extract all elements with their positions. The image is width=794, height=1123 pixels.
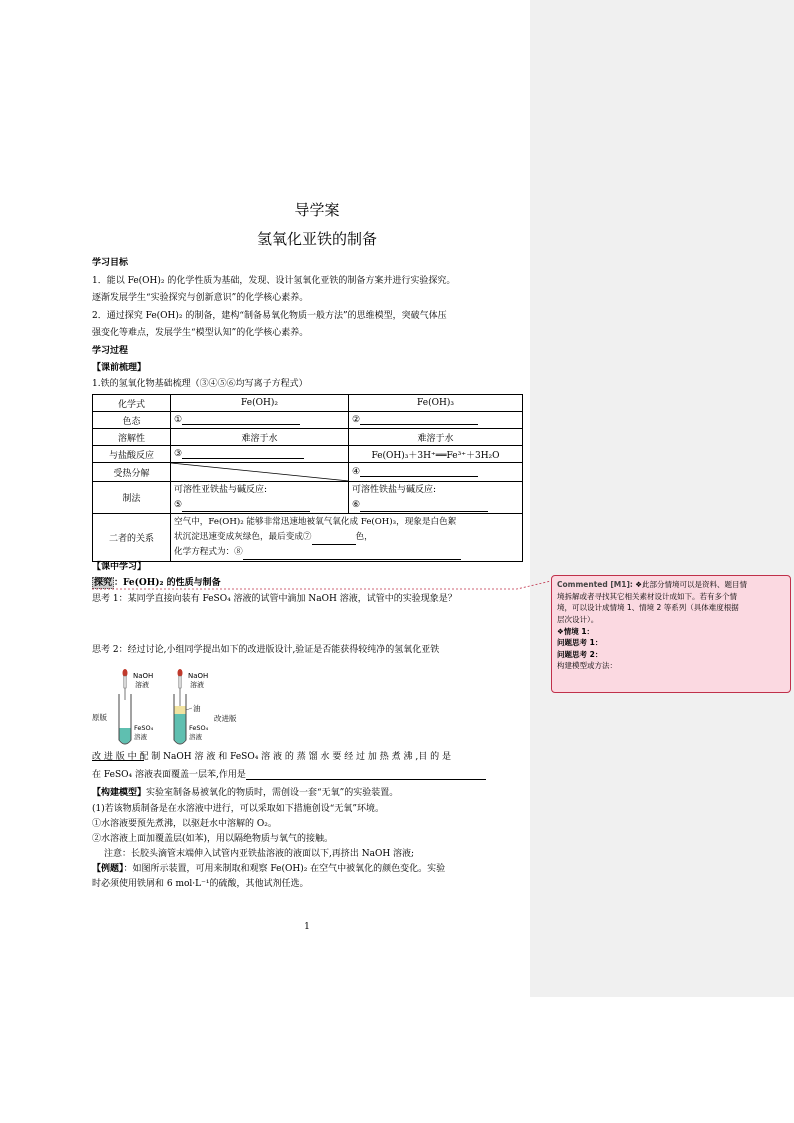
answer-blank-3[interactable] <box>171 446 349 463</box>
oil-label: 油 <box>193 704 201 713</box>
diagonal-cell <box>171 463 349 482</box>
original-label: 原版 <box>92 713 107 722</box>
comment-line-1: ❖此部分情境可以是资料、题目情 <box>635 580 748 589</box>
relation-line-3: 化学方程式为：⑧ <box>174 547 243 558</box>
table-cell: 难溶于水 <box>349 429 523 446</box>
comment-line-2: 境拆解或者寻找其它相关素材设计成如下。若有多个情 <box>557 591 737 601</box>
question-3-line-2[interactable] <box>92 770 486 780</box>
pre-class-heading: 【课前梳理】 <box>92 363 147 373</box>
comment-line-7: 问题思考 2： <box>557 649 603 659</box>
dropper-original <box>123 669 128 700</box>
margin-pane-end <box>530 997 794 1123</box>
blank-label: ⑥ <box>352 499 361 510</box>
answer-blank-6[interactable] <box>352 498 519 512</box>
blank-label: ② <box>352 415 361 425</box>
prep-right-text: 可溶性铁盐与碱反应: <box>352 485 437 496</box>
comment-line-4: 层次设计）。 <box>557 614 599 624</box>
table-cell: Fe(OH)₃ <box>349 395 523 412</box>
table-row-acid <box>93 446 523 463</box>
doc-title: 导学案 <box>294 201 340 219</box>
process-heading: 学习过程 <box>92 346 129 356</box>
table-cell: Fe(OH)₃＋3H⁺══Fe³⁺＋3H₂O <box>349 446 523 463</box>
answer-blank-8[interactable] <box>174 545 519 560</box>
objective-2-line-1: 2．通过探究 Fe(OH)₂ 的制备，建构“制备易氧化物质一般方法”的思维模型，突破气体压 <box>92 311 447 321</box>
blank-label: ⑤ <box>174 499 183 510</box>
model-note: 注意：长胶头滴管末端伸入试管内亚铁盐溶液的液面以下,再挤出 NaOH 溶液; <box>104 849 415 859</box>
in-class-heading: 【课中学习】 <box>92 562 147 572</box>
question-3-line-1: 改 进 版 中 配 制 NaOH 溶 液 和 FeSO₄ 溶 液 的 蒸 馏 水 要 经 过 加 热 煮 沸 ,目 的 是 <box>92 752 451 762</box>
table-cell: 色态 <box>93 412 171 429</box>
example-tag: 【例题】 <box>92 864 124 874</box>
table-header-row <box>93 395 523 412</box>
comment-line-8: 构建模型或方法： <box>557 661 617 671</box>
model-tag: 【构建模型】 <box>92 788 147 798</box>
table-cell: 制法 <box>93 482 171 514</box>
relation-line-2-end: 色， <box>355 532 373 543</box>
answer-blank-4[interactable] <box>349 463 523 482</box>
question-3-blank[interactable] <box>92 760 144 761</box>
model-text: 实验室制备易被氧化的物质时，需创设一套“无氧”的实验装置。 <box>146 788 399 798</box>
explore-tag: 探究 <box>94 578 113 588</box>
objective-2-line-2: 强变化等难点，发展学生“模型认知”的化学核心素养。 <box>92 328 309 338</box>
explore-heading <box>92 578 221 588</box>
comment-line-5: ❖情境 1： <box>557 626 595 636</box>
example-text: ：如图所示装置，可用来制取和观察 Fe(OH)₂ 在空气中被氧化的颜色变化。实验 <box>123 864 446 874</box>
relation-line-1: 空气中，Fe(OH)₂ 能够非常迅速地被氧气氧化成 Fe(OH)₃，现象是白色絮 <box>174 517 457 527</box>
example-line-2: 时必须使用铁屑和 6 mol·L⁻¹的硫酸，其他试剂任选。 <box>92 879 309 889</box>
page-number: 1 <box>304 922 310 932</box>
table-cell: 二者的关系 <box>93 514 171 562</box>
answer-blank-1[interactable] <box>171 412 349 429</box>
objective-1-line-1: 1．能以 Fe(OH)₂ 的化学性质为基础，发现、设计氢氧化亚铁的制备方案并进行实验探究。 <box>92 276 456 286</box>
table-cell: 受热分解 <box>93 463 171 482</box>
naoh-solution-label-2: 溶液 <box>190 681 204 689</box>
table-row-solubility <box>93 429 523 446</box>
blank-label: ③ <box>174 449 183 459</box>
comment-box[interactable] <box>551 575 791 693</box>
table-cell: 难溶于水 <box>171 429 349 446</box>
doc-subtitle: 氢氧化亚铁的制备 <box>256 230 377 248</box>
relation-line-2: 状沉淀迅速变成灰绿色，最后变成⑦ <box>174 532 312 543</box>
question-2: 思考 2：经过讨论,小组同学提出如下的改进版设计,验证是否能获得较纯净的氢氧化亚铁 <box>92 645 440 655</box>
comment-author: Commented [M1]: <box>557 580 633 589</box>
diagonal-line <box>171 463 349 481</box>
naoh-label-1: NaOH <box>133 672 154 680</box>
feso4-solution-label-1: 溶液 <box>134 733 147 741</box>
table-cell: Fe(OH)₂ <box>171 395 349 412</box>
question-1: 思考 1：某同学直接向装有 FeSO₄ 溶液的试管中滴加 NaOH 溶液，试管中的实验现象是？ <box>92 594 457 604</box>
objective-1-line-2: 逐渐发展学生“实验探究与创新意识”的化学核心素养。 <box>92 293 309 303</box>
model-step-1: (1)若该物质制备是在水溶液中进行，可以采取如下措施创设“无氧”环境。 <box>92 804 384 814</box>
comments-margin-pane <box>530 0 794 997</box>
feso4-solution-label-2: 溶液 <box>189 733 202 741</box>
answer-blank-7[interactable] <box>174 530 519 545</box>
solution-improved <box>175 714 186 744</box>
answer-blank-5[interactable] <box>174 498 345 512</box>
model-step-3: ②水溶液上面加覆盖层(如苯)，用以隔绝物质与氧气的接触。 <box>92 834 334 844</box>
table-row-relation <box>93 514 523 562</box>
answer-blank-2[interactable] <box>349 412 523 429</box>
blank-label: ④ <box>352 467 361 477</box>
model-paragraph <box>92 788 398 798</box>
naoh-solution-label-1: 溶液 <box>135 681 149 689</box>
test-tube-figure <box>92 668 262 750</box>
naoh-label-2: NaOH <box>188 672 209 680</box>
model-step-2: ①水溶液要预先煮沸，以驱赶水中溶解的 O₂。 <box>92 819 277 829</box>
example-line-1 <box>92 864 445 874</box>
comment-line-6: 问题思考 1： <box>557 638 603 648</box>
feso4-label-2: FeSO₄ <box>189 724 209 732</box>
feso4-label-1: FeSO₄ <box>134 724 154 732</box>
prep-left-text: 可溶性亚铁盐与碱反应: <box>174 485 268 496</box>
objectives-heading: 学习目标 <box>92 258 129 268</box>
question-3-text: 在 FeSO₄ 溶液表面覆盖一层苯,作用是 <box>92 770 246 780</box>
improved-label: 改进版 <box>214 714 237 723</box>
blank-label: ① <box>174 415 183 425</box>
table-intro: 1.铁的氢氧化物基础梳理（③④⑤⑥均写离子方程式） <box>92 379 308 389</box>
comment-line-3: 境，可以设计成情境 1、情境 2 等系列（具体难度根据 <box>557 603 739 613</box>
solution-original <box>120 728 131 744</box>
table-row-heat <box>93 463 523 482</box>
table-cell: 化学式 <box>93 395 171 412</box>
explore-title: ：Fe(OH)₂ 的性质与制备 <box>114 578 221 588</box>
table-row-prep <box>93 482 523 514</box>
table-row-color <box>93 412 523 429</box>
hydroxide-table <box>92 394 523 562</box>
table-cell: 与盐酸反应 <box>93 446 171 463</box>
table-cell: 溶解性 <box>93 429 171 446</box>
oil-layer <box>175 706 186 714</box>
